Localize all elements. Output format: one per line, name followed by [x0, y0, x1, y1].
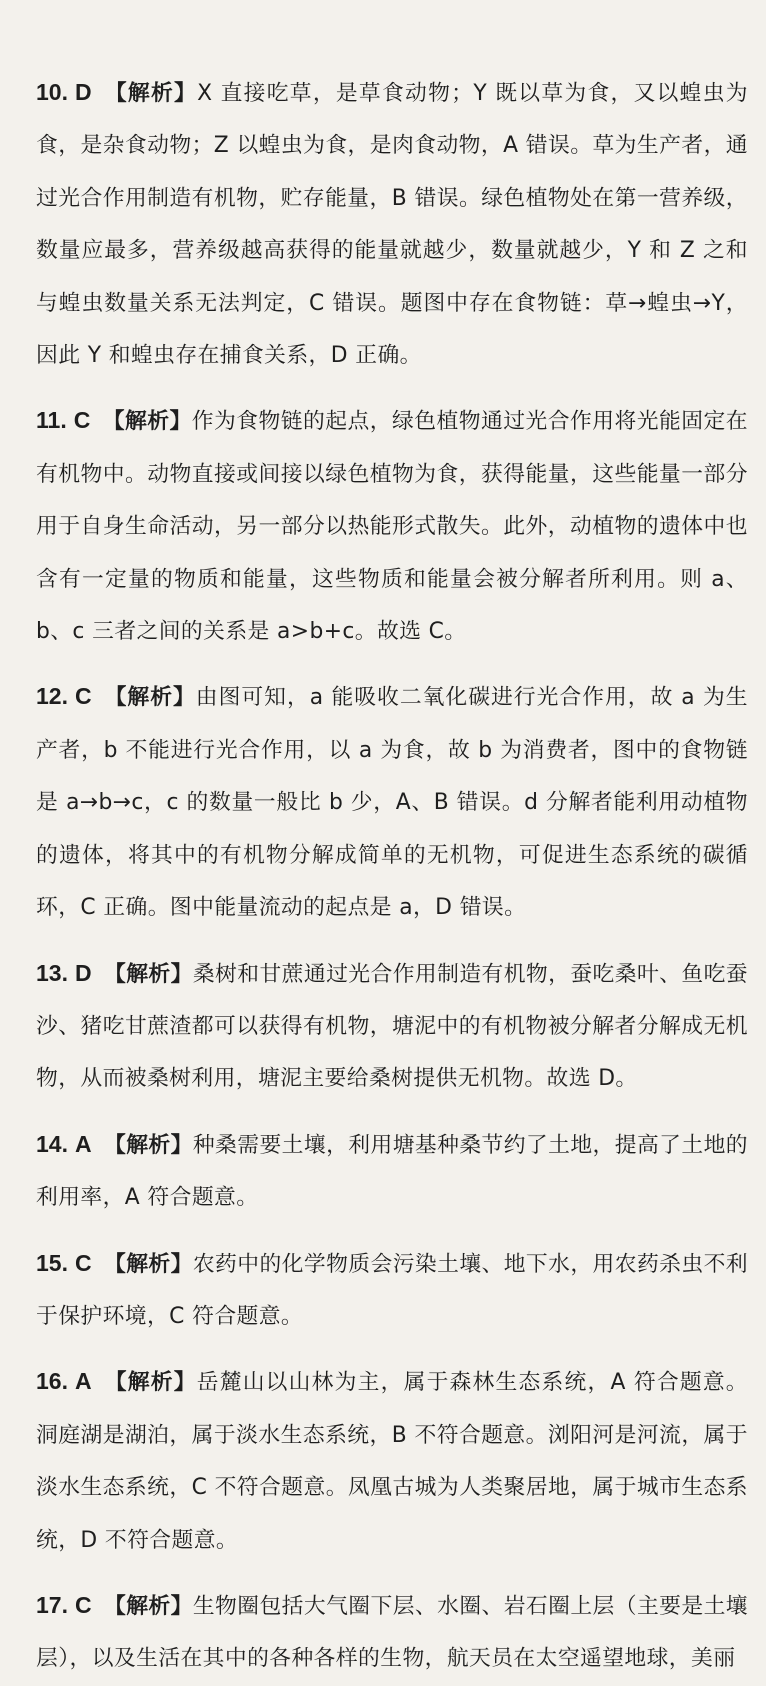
- answer-paragraph: [36, 1118, 748, 1225]
- analysis-text: 作为食物链的起点，绿色植物通过光合作用将光能固定在有机物中。动物直接或间接以绿色植物为食，获得能量，这些能量一部分用于自身生命活动，另一部分以热能形式散失。此外，动植物的遗体中也含有一定量的物质和能量，这些物质和能量会被分解者所利用。则 a、b、c 三者之间的关系是 a>b+c。故选 C。: [36, 409, 748, 645]
- analysis-tag: 【解析】: [104, 685, 196, 711]
- answer-item-11: [36, 394, 748, 658]
- analysis-text: 桑树和甘蔗通过光合作用制造有机物，蚕吃桑叶、鱼吃蚕沙、猪吃甘蔗渣都可以获得有机物，塘泥中的有机物被分解者分解成无机物，从而被桑树利用，塘泥主要给桑树提供无机物。故选 D。: [36, 961, 748, 1092]
- analysis-tag: 【解析】: [104, 81, 198, 106]
- question-number: 11.: [36, 407, 67, 434]
- answer-paragraph: [36, 66, 748, 382]
- answer-letter: A: [74, 1368, 92, 1395]
- answer-item-16: [36, 1355, 748, 1567]
- question-number: 16.: [36, 1368, 68, 1395]
- answer-paragraph: [36, 1579, 748, 1686]
- analysis-text: 由图可知，a 能吸收二氧化碳进行光合作用，故 a 为生产者，b 不能进行光合作用，以 a 为食，故 b 为消费者，图中的食物链是 a→b→c，c 的数量一般比 b 少，A、B 错误。d 分解者能利用动植物的遗体，将其中的有机物分解成简单的无机物，可促进生态系统的碳循环，C 正确。图中能量流动的起点是 a，D 错误。: [36, 685, 748, 921]
- answer-paragraph: [36, 947, 748, 1106]
- answer-letter: C: [73, 407, 91, 434]
- answer-item-14: [36, 1118, 748, 1225]
- question-number: 15.: [36, 1249, 68, 1276]
- answer-paragraph: [36, 670, 748, 934]
- answer-paragraph: [36, 1237, 748, 1344]
- analysis-tag: 【解析】: [104, 1593, 193, 1619]
- analysis-text: X 直接吃草，是草食动物；Y 既以草为食，又以蝗虫为食，是杂食动物；Z 以蝗虫为食，是肉食动物，A 错误。草为生产者，通过光合作用制造有机物，贮存能量，B 错误。绿色植物处在第一营养级，数量应最多，营养级越高获得的能量就越少，数量就越少，Y 和 Z 之和与蝗虫数量关系无法判定，C 错误。题图中存在食物链：草→蝗虫→Y，因此 Y 和蝗虫存在捕食关系，D 正确。: [36, 81, 748, 369]
- analysis-tag: 【解析】: [104, 1251, 193, 1277]
- answer-item-15: [36, 1237, 748, 1344]
- analysis-text: 生物圈包括大气圈下层、水圈、岩石圈上层（主要是土壤层），以及生活在其中的各种各样的生物，航天员在太空遥望地球，美丽: [36, 1593, 748, 1672]
- answer-paragraph: [36, 1355, 748, 1567]
- question-number: 14.: [36, 1130, 68, 1157]
- answer-item-12: [36, 670, 748, 934]
- question-number: 13.: [36, 959, 68, 986]
- analysis-text: 农药中的化学物质会污染土壤、地下水，用农药杀虫不利于保护环境，C 符合题意。: [36, 1251, 748, 1329]
- answer-letter: D: [74, 79, 92, 105]
- question-number: 12.: [36, 683, 68, 710]
- answer-letter: C: [74, 1249, 92, 1276]
- analysis-text: 种桑需要土壤，利用塘基种桑节约了土地，提高了土地的利用率，A 符合题意。: [36, 1132, 748, 1211]
- answer-item-13: [36, 947, 748, 1106]
- answer-item-17: [36, 1579, 748, 1686]
- question-number: 17.: [36, 1591, 68, 1618]
- answer-letter: C: [74, 1591, 92, 1618]
- analysis-text: 岳麓山以山林为主，属于森林生态系统，A 符合题意。洞庭湖是湖泊，属于淡水生态系统，B 不符合题意。浏阳河是河流，属于淡水生态系统，C 不符合题意。凤凰古城为人类聚居地，属于城市生态系统，D 不符合题意。: [36, 1370, 749, 1553]
- answer-letter: D: [74, 959, 92, 986]
- answer-letter: A: [74, 1130, 92, 1157]
- analysis-tag: 【解析】: [104, 961, 193, 987]
- answer-item-10: [36, 66, 748, 382]
- analysis-tag: 【解析】: [104, 1370, 197, 1396]
- answer-paragraph: [36, 394, 748, 658]
- answer-letter: C: [74, 683, 92, 710]
- analysis-tag: 【解析】: [104, 1132, 193, 1158]
- question-number: 10.: [36, 79, 68, 105]
- analysis-tag: 【解析】: [102, 409, 192, 435]
